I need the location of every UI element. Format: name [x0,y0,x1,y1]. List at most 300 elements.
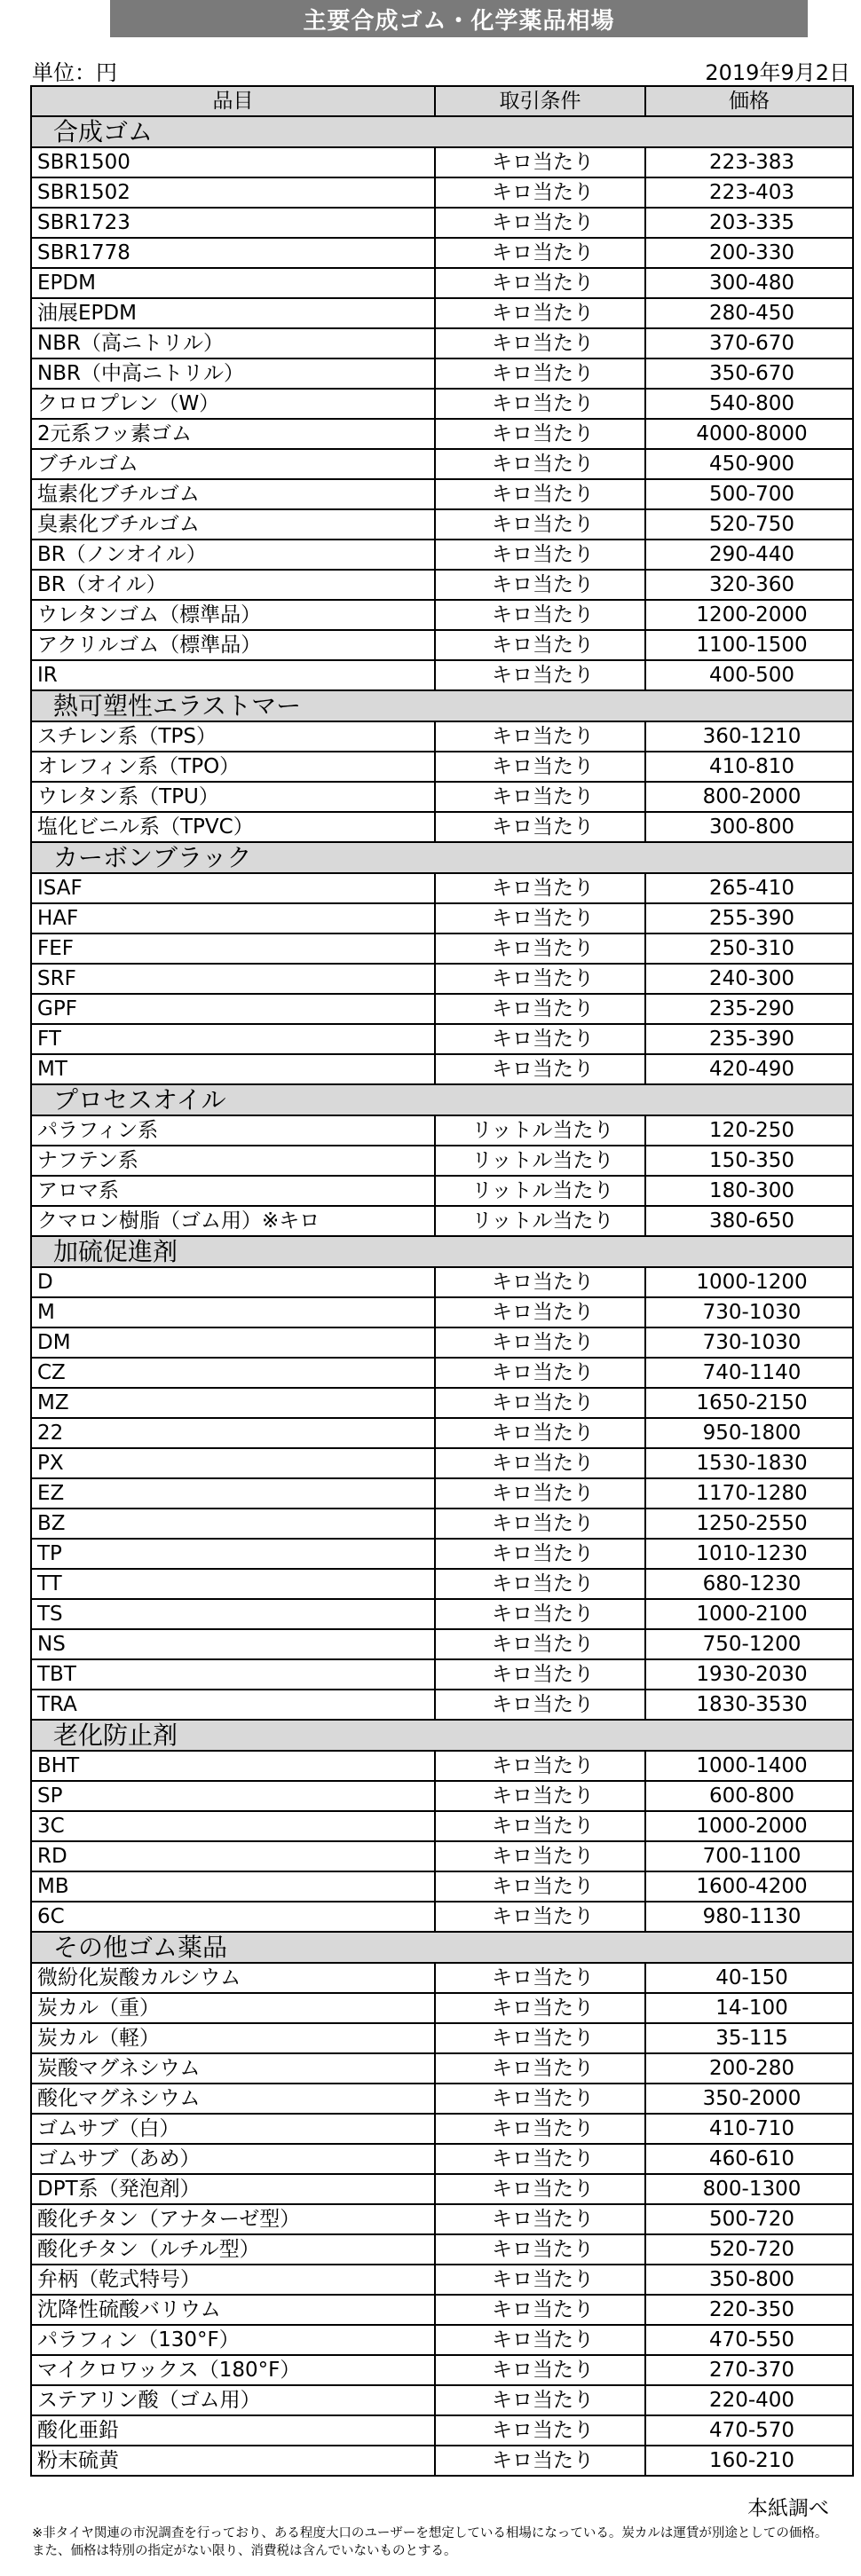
item-cell: TBT [31,1659,435,1690]
price-cell: 1600-4200 [645,1871,853,1902]
condition-cell: キロ当たり [435,1539,645,1569]
item-cell: TP [31,1539,435,1569]
price-cell: 40-150 [645,1963,853,1993]
table-row [31,298,853,328]
price-cell: 520-720 [645,2234,853,2265]
condition-cell: リットル当たり [435,1176,645,1206]
price-cell: 600-800 [645,1781,853,1811]
item-cell: クロロプレン（W） [31,389,435,419]
table-row [31,873,853,903]
item-cell: 臭素化ブチルゴム [31,509,435,540]
table-row [31,1993,853,2023]
item-cell: SBR1500 [31,147,435,177]
table-row [31,1569,853,1599]
price-cell: 540-800 [645,389,853,419]
price-cell: 300-480 [645,268,853,298]
condition-cell: キロ当たり [435,1871,645,1902]
table-row [31,1781,853,1811]
table-row [31,2415,853,2446]
price-cell: 350-670 [645,358,853,389]
item-cell: アロマ系 [31,1176,435,1206]
condition-cell: キロ当たり [435,934,645,964]
condition-cell: キロ当たり [435,2446,645,2476]
condition-cell: キロ当たり [435,479,645,509]
table-row [31,1176,853,1206]
condition-cell: キロ当たり [435,2053,645,2084]
item-cell: パラフィン系 [31,1115,435,1146]
price-cell: 350-2000 [645,2084,853,2114]
condition-cell: キロ当たり [435,1418,645,1448]
condition-cell: キロ当たり [435,509,645,540]
table-row [31,328,853,358]
price-cell: 1000-2000 [645,1811,853,1841]
item-cell: クマロン樹脂（ゴム用）※キロ [31,1206,435,1236]
condition-cell: キロ当たり [435,449,645,479]
condition-cell: キロ当たり [435,2355,645,2385]
table-row [31,570,853,600]
price-cell: 450-900 [645,449,853,479]
item-cell: DPT系（発泡剤） [31,2174,435,2204]
item-cell: BHT [31,1751,435,1781]
section-title: プロセスオイル [31,1084,853,1115]
price-cell: 1170-1280 [645,1478,853,1509]
item-cell: BR（オイル） [31,570,435,600]
condition-cell: キロ当たり [435,721,645,752]
price-cell: 280-450 [645,298,853,328]
table-row [31,964,853,994]
condition-cell: キロ当たり [435,177,645,208]
price-cell: 35-115 [645,2023,853,2053]
table-row [31,2385,853,2415]
date-label: 2019年9月2日 [705,60,850,85]
price-cell: 1000-2100 [645,1599,853,1629]
table-row [31,2174,853,2204]
item-cell: 酸化マグネシウム [31,2084,435,2114]
item-cell: 塩素化ブチルゴム [31,479,435,509]
price-cell: 1650-2150 [645,1388,853,1418]
price-cell: 730-1030 [645,1327,853,1358]
table-row [31,1659,853,1690]
item-cell: 炭酸マグネシウム [31,2053,435,2084]
source-label: 本紙調べ [747,2497,829,2520]
condition-cell: キロ当たり [435,1448,645,1478]
item-cell: ナフテン系 [31,1146,435,1176]
price-cell: 220-350 [645,2295,853,2325]
table-header-row [31,86,853,116]
table-row [31,238,853,268]
price-cell: 520-750 [645,509,853,540]
section-title: 老化防止剤 [31,1720,853,1751]
price-cell: 250-310 [645,934,853,964]
item-cell: SP [31,1781,435,1811]
header-condition: 取引条件 [435,86,645,116]
item-cell: NBR（中高ニトリル） [31,358,435,389]
condition-cell: キロ当たり [435,1024,645,1054]
condition-cell: キロ当たり [435,1902,645,1932]
price-cell: 370-670 [645,328,853,358]
table-row [31,934,853,964]
item-cell: 弁柄（乾式特号） [31,2265,435,2295]
table-row [31,2144,853,2174]
item-cell: BR（ノンオイル） [31,540,435,570]
table-row [31,1751,853,1781]
table-row [31,540,853,570]
price-cell: 410-710 [645,2114,853,2144]
price-cell: 200-330 [645,238,853,268]
table-row [31,1418,853,1448]
condition-cell: リットル当たり [435,1206,645,1236]
item-cell: 炭カル（重） [31,1993,435,2023]
condition-cell: キロ当たり [435,2144,645,2174]
condition-cell: キロ当たり [435,782,645,812]
item-cell: GPF [31,994,435,1024]
item-cell: BZ [31,1509,435,1539]
price-cell: 270-370 [645,2355,853,2385]
table-row [31,1448,853,1478]
item-cell: 微紛化炭酸カルシウム [31,1963,435,1993]
table-row [31,1327,853,1358]
price-cell: 360-1210 [645,721,853,752]
condition-cell: キロ当たり [435,660,645,690]
condition-cell: キロ当たり [435,1054,645,1084]
table-row [31,1024,853,1054]
condition-cell: キロ当たり [435,268,645,298]
table-body [31,116,853,2476]
table-row [31,2084,853,2114]
item-cell: NS [31,1629,435,1659]
condition-cell: キロ当たり [435,1963,645,1993]
price-cell: 1530-1830 [645,1448,853,1478]
table-row [31,1297,853,1327]
condition-cell: キロ当たり [435,298,645,328]
header-price: 価格 [645,86,853,116]
item-cell: ゴムサブ（白） [31,2114,435,2144]
price-cell: 150-350 [645,1146,853,1176]
item-cell: DM [31,1327,435,1358]
condition-cell: キロ当たり [435,1659,645,1690]
table-row [31,1841,853,1871]
footnote: ※非タイヤ関連の市況調査を行っており、ある程度大口のユーザーを想定している相場になっている。炭カルは運賃が別途としての価格。また、価格は特別の指定がない限り、消費税は含んでいないものとする。 [32,2526,828,2558]
price-cell: 290-440 [645,540,853,570]
price-cell: 180-300 [645,1176,853,1206]
condition-cell: キロ当たり [435,1509,645,1539]
item-cell: IR [31,660,435,690]
section-header-row [31,1084,853,1115]
item-cell: 6C [31,1902,435,1932]
table-row [31,2023,853,2053]
condition-cell: キロ当たり [435,570,645,600]
table-row [31,1146,853,1176]
table-row [31,358,853,389]
condition-cell: キロ当たり [435,2023,645,2053]
condition-cell: キロ当たり [435,419,645,449]
condition-cell: キロ当たり [435,873,645,903]
price-cell: 500-700 [645,479,853,509]
table-row [31,1388,853,1418]
price-cell: 223-383 [645,147,853,177]
item-cell: TS [31,1599,435,1629]
price-cell: 120-250 [645,1115,853,1146]
page-title: 主要合成ゴム・化学薬品相場 [110,0,808,37]
table-row [31,994,853,1024]
condition-cell: キロ当たり [435,2415,645,2446]
price-cell: 320-360 [645,570,853,600]
item-cell: 粉末硫黄 [31,2446,435,2476]
price-cell: 1930-2030 [645,1659,853,1690]
section-header-row [31,1932,853,1963]
condition-cell: キロ当たり [435,2234,645,2265]
section-header-row [31,690,853,721]
price-cell: 380-650 [645,1206,853,1236]
price-cell: 1830-3530 [645,1690,853,1720]
item-cell: ブチルゴム [31,449,435,479]
item-cell: スチレン系（TPS） [31,721,435,752]
condition-cell: キロ当たり [435,1478,645,1509]
table-row [31,903,853,934]
table-row [31,782,853,812]
price-cell: 470-570 [645,2415,853,2446]
section-title: その他ゴム薬品 [31,1932,853,1963]
price-cell: 300-800 [645,812,853,842]
condition-cell: キロ当たり [435,208,645,238]
item-cell: 2元系フッ素ゴム [31,419,435,449]
condition-cell: キロ当たり [435,2174,645,2204]
price-cell: 1000-1200 [645,1267,853,1297]
price-cell: 500-720 [645,2204,853,2234]
section-header-row [31,1236,853,1267]
condition-cell: キロ当たり [435,1267,645,1297]
price-cell: 400-500 [645,660,853,690]
price-cell: 420-490 [645,1054,853,1084]
item-cell: SBR1723 [31,208,435,238]
item-cell: 沈降性硫酸バリウム [31,2295,435,2325]
price-cell: 730-1030 [645,1297,853,1327]
table-row [31,752,853,782]
condition-cell: キロ当たり [435,1327,645,1358]
condition-cell: キロ当たり [435,328,645,358]
item-cell: 酸化亜鉛 [31,2415,435,2446]
item-cell: SBR1502 [31,177,435,208]
item-cell: 22 [31,1418,435,1448]
item-cell: TT [31,1569,435,1599]
table-row [31,2325,853,2355]
price-cell: 160-210 [645,2446,853,2476]
table-row [31,1358,853,1388]
price-cell: 4000-8000 [645,419,853,449]
item-cell: CZ [31,1358,435,1388]
item-cell: D [31,1267,435,1297]
item-cell: マイクロワックス（180°F） [31,2355,435,2385]
price-cell: 223-403 [645,177,853,208]
section-title: カーボンブラック [31,842,853,873]
table-row [31,1629,853,1659]
section-header-row [31,1720,853,1751]
price-cell: 240-300 [645,964,853,994]
item-cell: MT [31,1054,435,1084]
table-row [31,1690,853,1720]
condition-cell: キロ当たり [435,752,645,782]
condition-cell: キロ当たり [435,389,645,419]
table-row [31,1267,853,1297]
condition-cell: キロ当たり [435,540,645,570]
table-row [31,630,853,660]
price-cell: 950-1800 [645,1418,853,1448]
item-cell: オレフィン系（TPO） [31,752,435,782]
price-cell: 203-335 [645,208,853,238]
condition-cell: キロ当たり [435,903,645,934]
condition-cell: キロ当たり [435,1599,645,1629]
item-cell: アクリルゴム（標準品） [31,630,435,660]
header-item: 品目 [31,86,435,116]
item-cell: MZ [31,1388,435,1418]
price-cell: 220-400 [645,2385,853,2415]
price-cell: 460-610 [645,2144,853,2174]
condition-cell: キロ当たり [435,1781,645,1811]
item-cell: パラフィン（130°F） [31,2325,435,2355]
table-row [31,1871,853,1902]
table-row [31,1478,853,1509]
item-cell: TRA [31,1690,435,1720]
price-cell: 200-280 [645,2053,853,2084]
condition-cell: キロ当たり [435,1841,645,1871]
item-cell: 炭カル（軽） [31,2023,435,2053]
condition-cell: キロ当たり [435,1388,645,1418]
item-cell: 酸化チタン（アナターゼ型） [31,2204,435,2234]
price-cell: 680-1230 [645,1569,853,1599]
condition-cell: キロ当たり [435,1993,645,2023]
item-cell: ゴムサブ（あめ） [31,2144,435,2174]
table-row [31,660,853,690]
table-row [31,1054,853,1084]
item-cell: EPDM [31,268,435,298]
price-cell: 235-290 [645,994,853,1024]
table-row [31,1115,853,1146]
item-cell: NBR（高ニトリル） [31,328,435,358]
condition-cell: キロ当たり [435,1569,645,1599]
table-row [31,1509,853,1539]
price-cell: 1010-1230 [645,1539,853,1569]
item-cell: M [31,1297,435,1327]
price-cell: 410-810 [645,752,853,782]
table-row [31,2295,853,2325]
price-cell: 800-1300 [645,2174,853,2204]
item-cell: ウレタンゴム（標準品） [31,600,435,630]
table-row [31,2446,853,2476]
condition-cell: キロ当たり [435,964,645,994]
condition-cell: キロ当たり [435,2325,645,2355]
section-title: 合成ゴム [31,116,853,147]
table-row [31,1599,853,1629]
table-row [31,509,853,540]
condition-cell: リットル当たり [435,1146,645,1176]
item-cell: FT [31,1024,435,1054]
price-cell: 470-550 [645,2325,853,2355]
condition-cell: キロ当たり [435,1629,645,1659]
section-title: 熱可塑性エラストマー [31,690,853,721]
table-row [31,449,853,479]
table-row [31,177,853,208]
item-cell: ステアリン酸（ゴム用） [31,2385,435,2415]
table-row [31,208,853,238]
condition-cell: キロ当たり [435,2204,645,2234]
table-row [31,268,853,298]
price-table [30,85,854,2477]
table-row [31,389,853,419]
item-cell: ISAF [31,873,435,903]
price-cell: 235-390 [645,1024,853,1054]
price-cell: 1200-2000 [645,600,853,630]
condition-cell: キロ当たり [435,2084,645,2114]
section-header-row [31,842,853,873]
table-row [31,1902,853,1932]
item-cell: 塩化ビニル系（TPVC） [31,812,435,842]
item-cell: 油展EPDM [31,298,435,328]
table-row [31,479,853,509]
table-row [31,147,853,177]
price-cell: 750-1200 [645,1629,853,1659]
table-row [31,1811,853,1841]
table-row [31,2355,853,2385]
condition-cell: キロ当たり [435,1690,645,1720]
table-row [31,1206,853,1236]
condition-cell: キロ当たり [435,238,645,268]
condition-cell: キロ当たり [435,1751,645,1781]
item-cell: PX [31,1448,435,1478]
item-cell: EZ [31,1478,435,1509]
item-cell: SBR1778 [31,238,435,268]
section-header-row [31,116,853,147]
condition-cell: キロ当たり [435,812,645,842]
condition-cell: キロ当たり [435,358,645,389]
item-cell: MB [31,1871,435,1902]
item-cell: ウレタン系（TPU） [31,782,435,812]
condition-cell: キロ当たり [435,1358,645,1388]
item-cell: 酸化チタン（ルチル型） [31,2234,435,2265]
item-cell: 3C [31,1811,435,1841]
price-cell: 980-1130 [645,1902,853,1932]
unit-label: 単位：円 [32,60,117,85]
table-row [31,2204,853,2234]
price-cell: 1000-1400 [645,1751,853,1781]
table-row [31,1963,853,1993]
price-cell: 700-1100 [645,1841,853,1871]
price-cell: 740-1140 [645,1358,853,1388]
condition-cell: キロ当たり [435,1811,645,1841]
condition-cell: キロ当たり [435,147,645,177]
item-cell: HAF [31,903,435,934]
condition-cell: キロ当たり [435,630,645,660]
condition-cell: キロ当たり [435,2385,645,2415]
price-cell: 1100-1500 [645,630,853,660]
table-row [31,2053,853,2084]
table-row [31,419,853,449]
condition-cell: キロ当たり [435,2295,645,2325]
price-cell: 255-390 [645,903,853,934]
condition-cell: リットル当たり [435,1115,645,1146]
condition-cell: キロ当たり [435,2265,645,2295]
price-cell: 265-410 [645,873,853,903]
item-cell: RD [31,1841,435,1871]
price-cell: 14-100 [645,1993,853,2023]
table-row [31,2234,853,2265]
table-row [31,2114,853,2144]
table-row [31,2265,853,2295]
price-cell: 350-800 [645,2265,853,2295]
condition-cell: キロ当たり [435,2114,645,2144]
item-cell: FEF [31,934,435,964]
condition-cell: キロ当たり [435,994,645,1024]
condition-cell: キロ当たり [435,1297,645,1327]
